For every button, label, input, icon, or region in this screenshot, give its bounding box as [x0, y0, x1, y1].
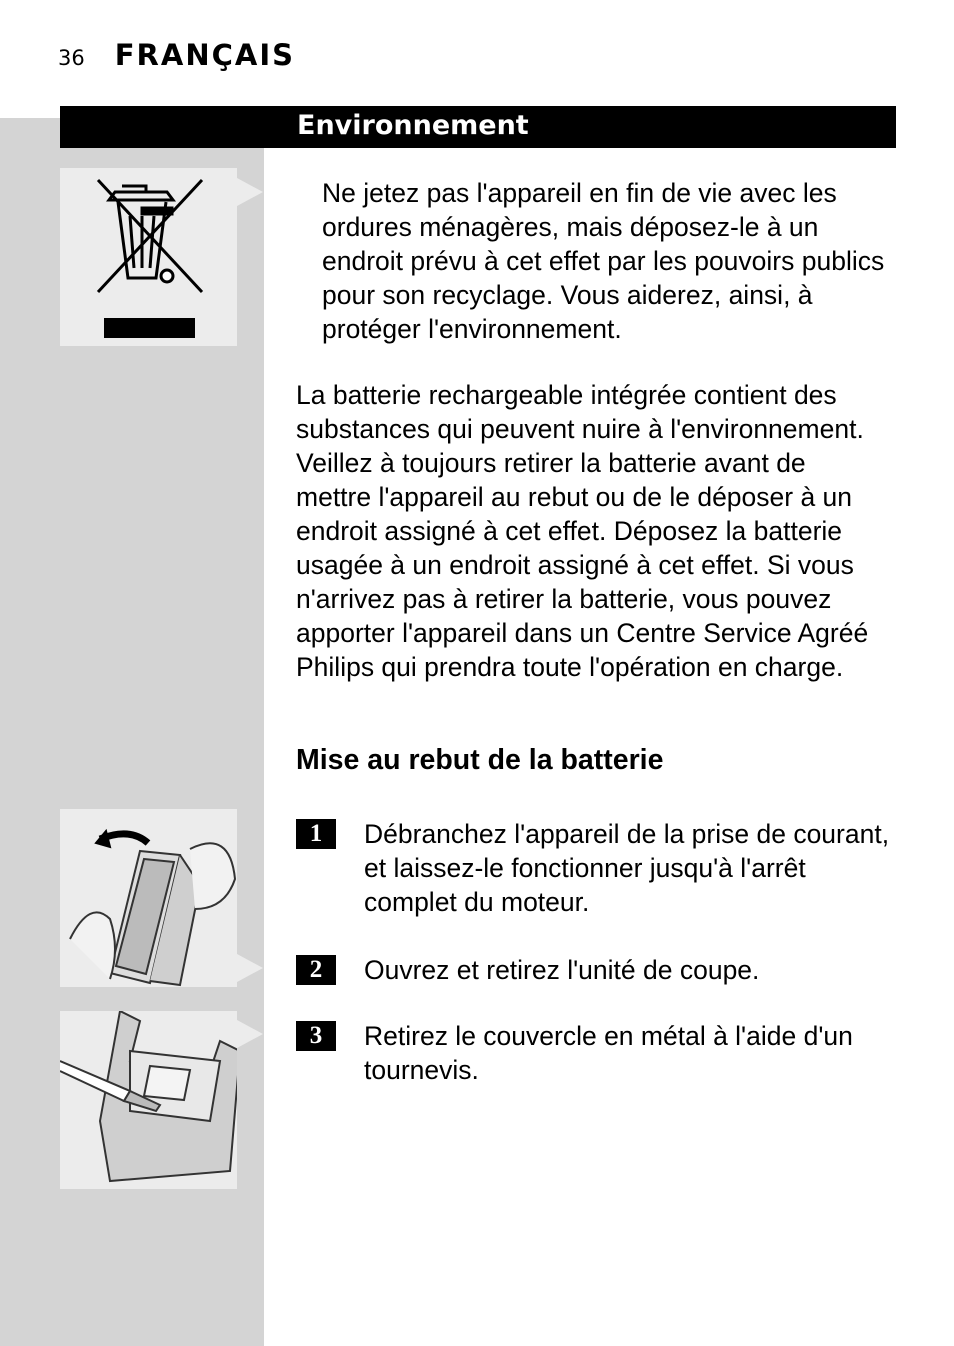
step-number-3: 3 — [296, 1021, 336, 1051]
crossed-out-wheelie-bin-icon — [60, 168, 237, 346]
bin-pointer — [237, 178, 263, 206]
step2-pointer — [237, 1020, 263, 1048]
language-label: FRANÇAIS — [114, 38, 295, 72]
step-text-1: Débranchez l'appareil de la prise de courant, et laissez-le fonctionner jusqu'à l'arrêt complet du moteur. — [364, 819, 890, 917]
page-header — [58, 38, 295, 78]
step-text-3: Retirez le couvercle en métal à l'aide d'un tournevis. — [364, 1021, 853, 1085]
step-number-1: 1 — [296, 819, 336, 849]
battery-paragraph: La batterie rechargeable intégrée contient des substances qui peuvent nuire à l'environnement. Veillez à toujours retirer la batterie avant de mettre l'appareil au rebut ou de le déposer à un endroit assigné à cet effet. Déposez la batterie usagée à un endroit assigné à cet effet. Si vous n'arrivez pas à retirer la batterie, vous pouvez apporter l'appareil dans un Centre Service Agréé Philips qui prendra toute l'opération en charge. — [296, 380, 869, 682]
subsection-title: Mise au rebut de la batterie — [296, 744, 664, 776]
section-title-bar — [60, 106, 896, 148]
step-text-2: Ouvrez et retirez l'unité de coupe. — [364, 955, 760, 985]
metal-cover-screwdriver-illustration — [60, 1011, 237, 1189]
step1-pointer — [237, 954, 263, 982]
section-title: Environnement — [297, 110, 529, 141]
cutting-unit-removal-illustration — [60, 809, 237, 987]
step-number-2: 2 — [296, 955, 336, 985]
page-number: 36 — [58, 46, 85, 70]
disposal-paragraph: Ne jetez pas l'appareil en fin de vie avec les ordures ménagères, mais déposez-le à un endroit prévu à cet effet par les pouvoirs publics pour son recyclage. Vous aiderez, ainsi, à protéger l'environnement. — [322, 178, 885, 344]
